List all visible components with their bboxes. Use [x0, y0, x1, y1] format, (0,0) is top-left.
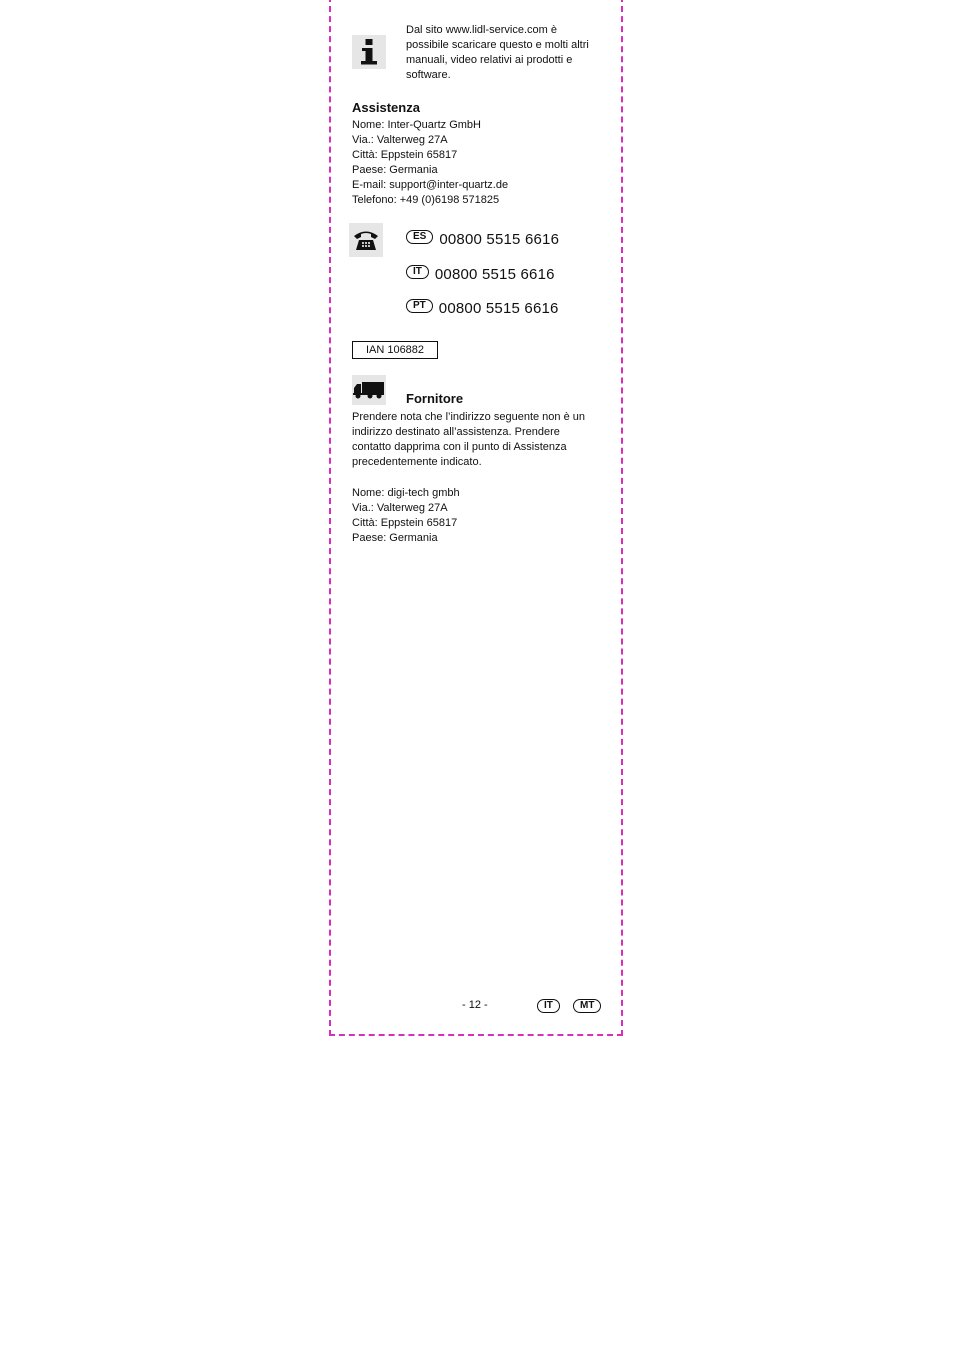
- hotline-pt: [406, 300, 559, 317]
- fornitore-note-line: Prendere nota che l’indirizzo seguente non è un: [352, 411, 585, 423]
- assistenza-address: [352, 118, 602, 208]
- page-number: - 12 -: [462, 999, 488, 1011]
- hotline-it: [406, 266, 555, 283]
- assistenza-title: Assistenza: [352, 100, 420, 115]
- country-badge: IT: [406, 265, 429, 279]
- info-line: possibile scaricare questo e molti altri: [406, 39, 589, 51]
- info-line: manuali, video relativi ai prodotti e: [406, 54, 573, 66]
- fornitore-note-line: contatto dapprima con il punto di Assistenza: [352, 441, 567, 453]
- fornitore-note: [352, 410, 607, 470]
- fornitore-note-line: precedentemente indicato.: [352, 456, 482, 468]
- hotline-es: [406, 231, 559, 248]
- fornitore-title: Fornitore: [406, 391, 464, 406]
- fornitore-address-line: Paese: Germania: [352, 532, 438, 544]
- info-text: [406, 23, 606, 83]
- phone-number: 00800 5515 6616: [434, 266, 555, 283]
- assistenza-line: Paese: Germania: [352, 164, 438, 176]
- telephone-icon: [349, 223, 383, 257]
- info-line: software.: [406, 69, 451, 81]
- fornitore-address-line: Città: Eppstein 65817: [352, 517, 458, 529]
- info-line: Dal sito www.lidl-service.com è: [406, 24, 557, 36]
- ian-box: IAN 106882: [352, 341, 438, 359]
- fornitore-address: [352, 486, 602, 546]
- assistenza-line: E-mail: support@inter-quartz.de: [352, 179, 509, 191]
- truck-icon: [352, 375, 386, 405]
- phone-number: 00800 5515 6616: [438, 300, 559, 317]
- country-badge: ES: [406, 230, 433, 244]
- language-badge-mt: MT: [573, 999, 601, 1013]
- fornitore-address-line: Nome: digi-tech gmbh: [352, 487, 460, 499]
- assistenza-line: Via.: Valterweg 27A: [352, 134, 448, 146]
- info-icon: [352, 35, 386, 69]
- assistenza-line: Telefono: +49 (0)6198 571825: [352, 194, 500, 206]
- fornitore-note-line: indirizzo destinato all’assistenza. Prendere: [352, 426, 560, 438]
- language-badge-it: IT: [537, 999, 560, 1013]
- assistenza-line: Città: Eppstein 65817: [352, 149, 458, 161]
- phone-number: 00800 5515 6616: [439, 231, 560, 248]
- fornitore-address-line: Via.: Valterweg 27A: [352, 502, 448, 514]
- assistenza-line: Nome: Inter-Quartz GmbH: [352, 119, 481, 131]
- country-badge: PT: [406, 299, 433, 313]
